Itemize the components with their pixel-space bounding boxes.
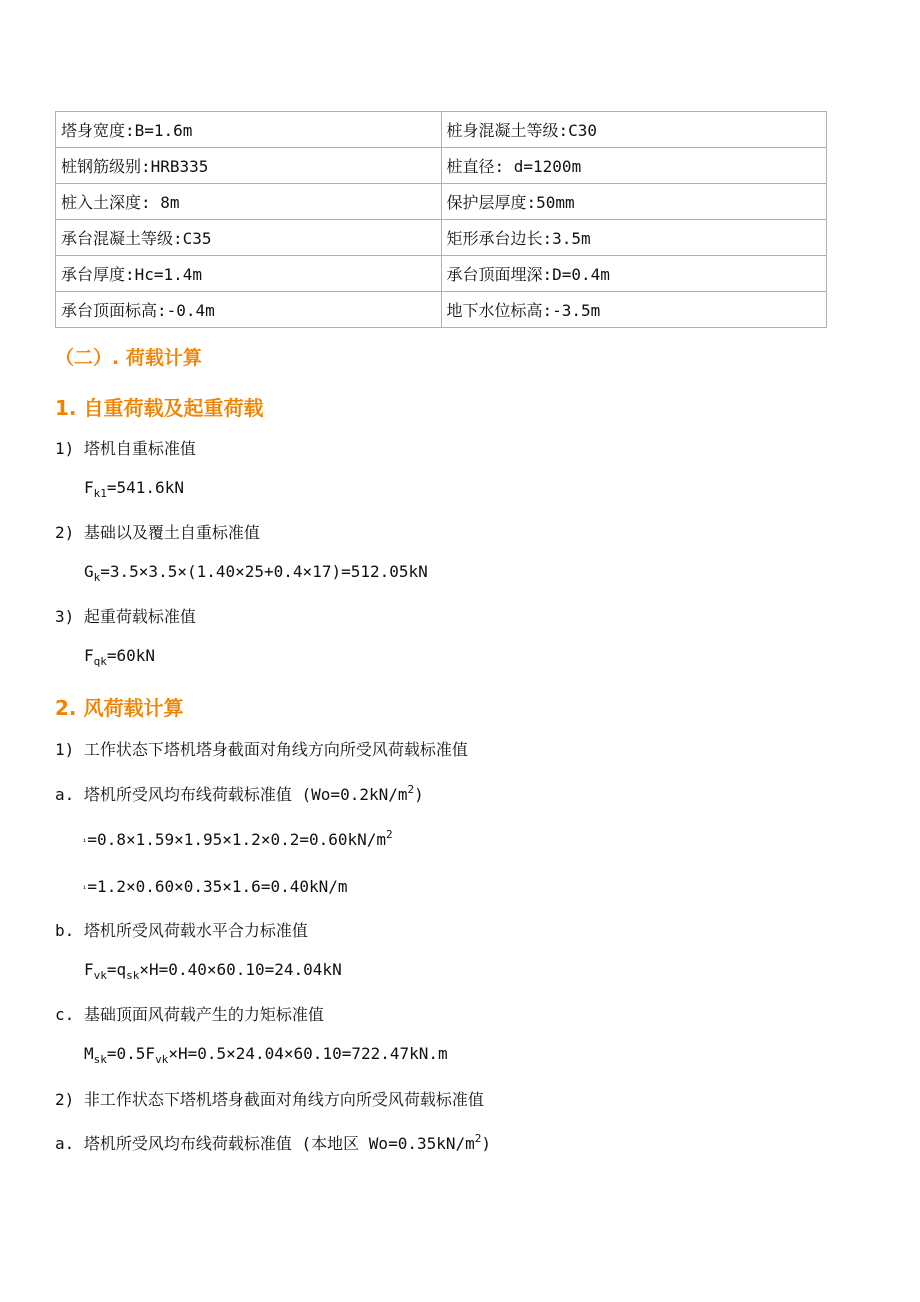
table-row xyxy=(56,220,827,256)
table-row xyxy=(56,256,827,292)
table-row xyxy=(56,148,827,184)
table-cell: 桩身混凝土等级:C30 xyxy=(441,112,827,148)
formula-fqk: $F_{qk}=60kN$ xyxy=(84,646,156,668)
table-cell: 承台厚度:Hc=1.4m xyxy=(56,256,442,292)
subsection-heading-wind-load: 2. 风荷载计算 xyxy=(55,696,184,720)
table-row xyxy=(56,184,827,220)
table-cell: 承台顶面埋深:D=0.4m xyxy=(441,256,827,292)
item-a-uniform-line-load: a. 塔机所受风均布线荷载标准值 $(Wo=0.2kN/m^2)$ xyxy=(55,783,424,804)
table-cell: 塔身宽度:B=1.6m xyxy=(56,112,442,148)
formula-wind-pressure: $^i=0.8\times 1.59\times 1.95\times 1.2\times 0.2=0.60kN/m^2$ xyxy=(82,828,393,849)
section-heading-load-calc: （二）. 荷载计算 xyxy=(55,347,202,369)
formula-gk: $G_k=3.5\times 3.5\times(1.40\times 25+0.4\times 17)=512.05kN$ xyxy=(84,562,428,584)
subsection-heading-self-weight: 1. 自重荷载及起重荷载 xyxy=(55,396,264,420)
item-b-horizontal-force: b. 塔机所受风荷载水平合力标准值 xyxy=(55,921,308,940)
table-row xyxy=(56,292,827,328)
table-cell: 桩钢筋级别:HRB335 xyxy=(56,148,442,184)
item-working-state-wind: 1) 工作状态下塔机塔身截面对角线方向所受风荷载标准值 xyxy=(55,740,468,759)
formula-line-load: ⁱ=1.2×0.60×0.35×1.6=0.40kN/m xyxy=(82,877,348,896)
item-tower-self-weight: 1) 塔机自重标准值 xyxy=(55,439,196,458)
table-cell: 桩直径: d=1200m xyxy=(441,148,827,184)
formula-fvk: $F_{vk}=q_{sk}\times H=0.40\times 60.10=24.04kN$ xyxy=(84,960,342,982)
item-foundation-weight: 2) 基础以及覆土自重标准值 xyxy=(55,523,260,542)
item-a-uniform-line-load-local: a. 塔机所受风均布线荷载标准值 (本地区 $Wo=0.35kN/m^2$) xyxy=(55,1132,492,1153)
item-c-moment: c. 基础顶面风荷载产生的力矩标准值 xyxy=(55,1005,324,1024)
table-cell: 承台混凝土等级:C35 xyxy=(56,220,442,256)
formula-msk: $M_{sk}=0.5F_{vk}\times H=0.5\times 24.04\times 60.10=722.47kN.m$ xyxy=(84,1044,448,1066)
table-row xyxy=(56,112,827,148)
table-cell: 矩形承台边长:3.5m xyxy=(441,220,827,256)
table-cell: 桩入土深度: 8m xyxy=(56,184,442,220)
item-lifting-load: 3) 起重荷载标准值 xyxy=(55,607,196,626)
table-cell: 承台顶面标高:-0.4m xyxy=(56,292,442,328)
item-non-working-state-wind: 2) 非工作状态下塔机塔身截面对角线方向所受风荷载标准值 xyxy=(55,1090,484,1109)
table-cell: 保护层厚度:50mm xyxy=(441,184,827,220)
table-cell: 地下水位标高:-3.5m xyxy=(441,292,827,328)
parameter-table xyxy=(55,111,827,328)
formula-fk1: $F_{k1}=541.6kN$ xyxy=(84,478,184,500)
